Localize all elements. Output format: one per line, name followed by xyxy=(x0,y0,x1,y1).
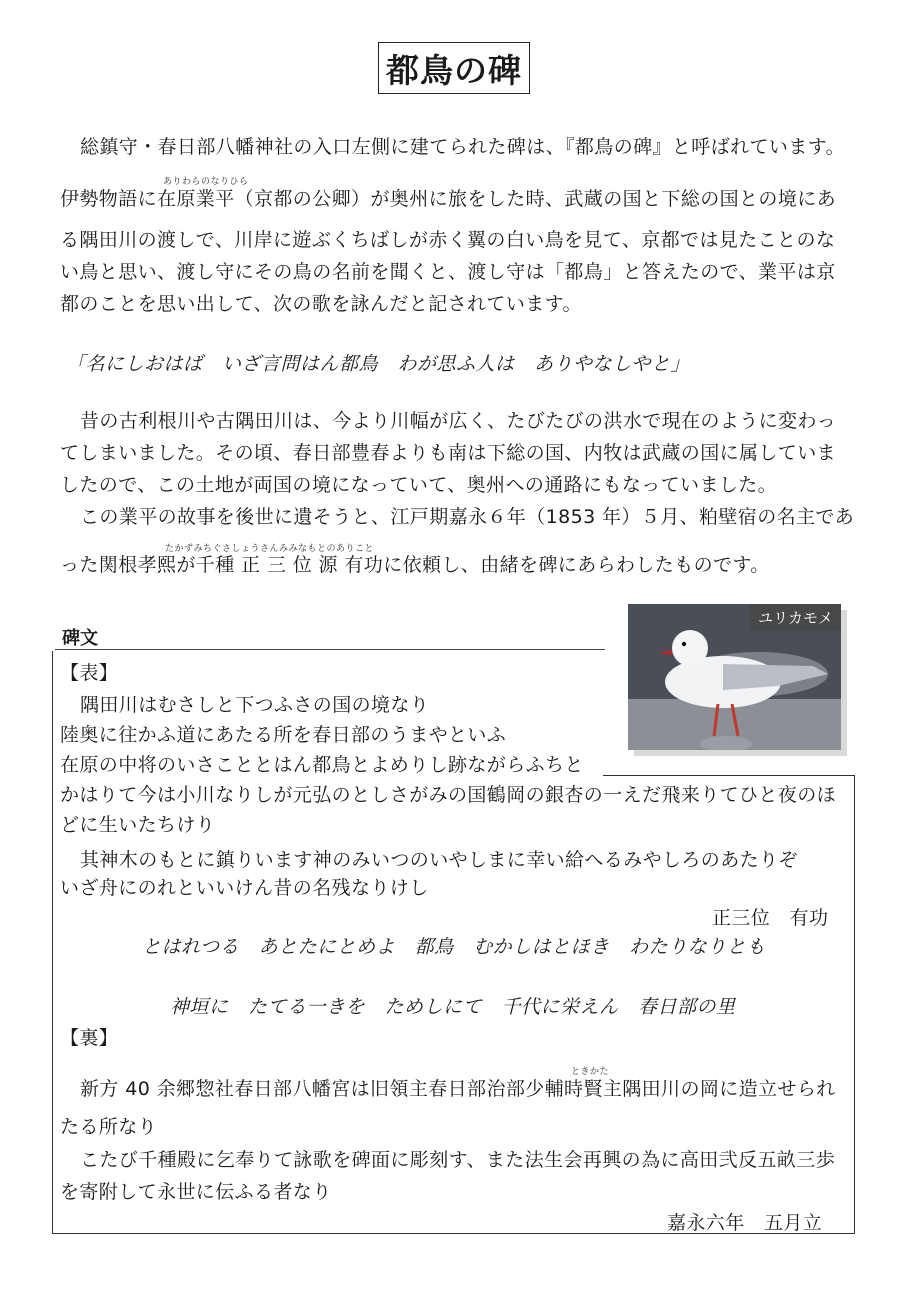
history-line-5: った関根孝熙が千種 正 三 位 源 有功に依頼し、由緒を碑にあらわしたものです。 xyxy=(60,554,770,576)
ruby-chigusa: ちぐさしょうさんみみなもとのありこと xyxy=(203,544,375,554)
inscription-poem-1: とはれつる あとたにとめよ 都鳥 むかしはとほき わたりなりとも xyxy=(142,936,766,958)
history-line-2: てしまいました。その頃、春日部豊春よりも南は下総の国、内牧は武蔵の国に属していま xyxy=(60,442,837,464)
front-signature: 正三位 有功 xyxy=(712,907,829,929)
front-label: 【表】 xyxy=(60,662,119,684)
ruby-narihira: ありわらのなりひら xyxy=(163,177,249,187)
history-line-3: したので、この土地が両国の境になっていて、奥州への通路にもなっていました。 xyxy=(60,474,778,496)
intro-line-3: る隅田川の渡しで、川岸に遊ぶくちばしが赤く翼の白い鳥を見て、京都では見たことのな xyxy=(60,229,836,251)
intro-line-2: 伊勢物語に在原業平（京都の公卿）が奥州に旅をした時、武蔵の国と下総の国との境にあ xyxy=(60,188,837,210)
heading-rule xyxy=(55,649,605,650)
ruby-tokikata: ときかた xyxy=(571,1067,610,1077)
seagull-photo xyxy=(628,604,841,750)
box-right-border xyxy=(854,775,855,1234)
history-line-4: この業平の故事を後世に遺そうと、江戸期嘉永６年（1853 年）５月、粕壁宿の名主であ xyxy=(80,506,855,528)
box-top-right-border xyxy=(603,775,855,776)
front-line-4: かはりて今は小川なりしが元弘のとしさがみの国鶴岡の銀杏の一えだ飛来りてひと夜のほ xyxy=(60,784,837,806)
back-date: 嘉永六年 五月立 xyxy=(667,1212,823,1234)
front-line-2: 陸奥に往かふ道にあたる所を春日部のうまやといふ xyxy=(60,724,507,746)
inscription-heading: 碑文 xyxy=(62,628,98,649)
front-line-3: 在原の中将のいさこととはん都鳥とよめりし跡ながらふちと xyxy=(60,754,584,776)
inscription-poem-2: 神垣に たてる一きを ためしにて 千代に栄えん 春日部の里 xyxy=(170,996,736,1018)
ruby-takazumi: たかずみ xyxy=(165,544,204,554)
history-line-1: 昔の古利根川や古隅田川は、今より川幅が広く、たびたびの洪水で現在のように変わっ xyxy=(80,410,837,432)
waka-quote: 「名にしおはば いざ言問はん都鳥 わが思ふ人は ありやなしやと」 xyxy=(66,353,691,375)
front-line-1: 隅田川はむさしと下つふさの国の境なり xyxy=(80,694,430,716)
photo-caption: ユリカモメ xyxy=(750,604,841,631)
back-line-3: こたび千種殿に乞奉りて詠歌を碑面に彫刻す、また法生会再興の為に高田弐反五畝三歩 xyxy=(80,1149,836,1171)
front-line-7: いざ舟にのれといいけん昔の名残なりけし xyxy=(60,877,429,899)
page-title: 都鳥の碑 xyxy=(378,42,530,94)
intro-line-4: い鳥と思い、渡し守にその鳥の名前を聞くと、渡し守は「都鳥」と答えたので、業平は京 xyxy=(60,261,836,283)
front-line-6: 其神木のもとに鎮りいます神のみいつのいやしまに幸い給へるみやしろのあたりぞ xyxy=(80,849,798,871)
back-label: 【裏】 xyxy=(60,1027,119,1049)
back-line-4: を寄附して永世に伝ふる者なり xyxy=(60,1181,332,1203)
box-left-border xyxy=(52,651,53,1234)
intro-line-5: 都のことを思い出して、次の歌を詠んだと記されています。 xyxy=(60,293,582,315)
intro-line-1: 総鎮守・春日部八幡神社の入口左側に建てられた碑は、『都鳥の碑』と呼ばれています。 xyxy=(80,136,845,158)
back-line-2: たる所なり xyxy=(60,1116,158,1138)
back-line-1: 新方 40 余郷惣社春日部八幡宮は旧領主春日部治部少輔時賢主隅田川の岡に造立せられ xyxy=(80,1078,836,1100)
front-line-5: どに生いたちけり xyxy=(60,814,216,836)
